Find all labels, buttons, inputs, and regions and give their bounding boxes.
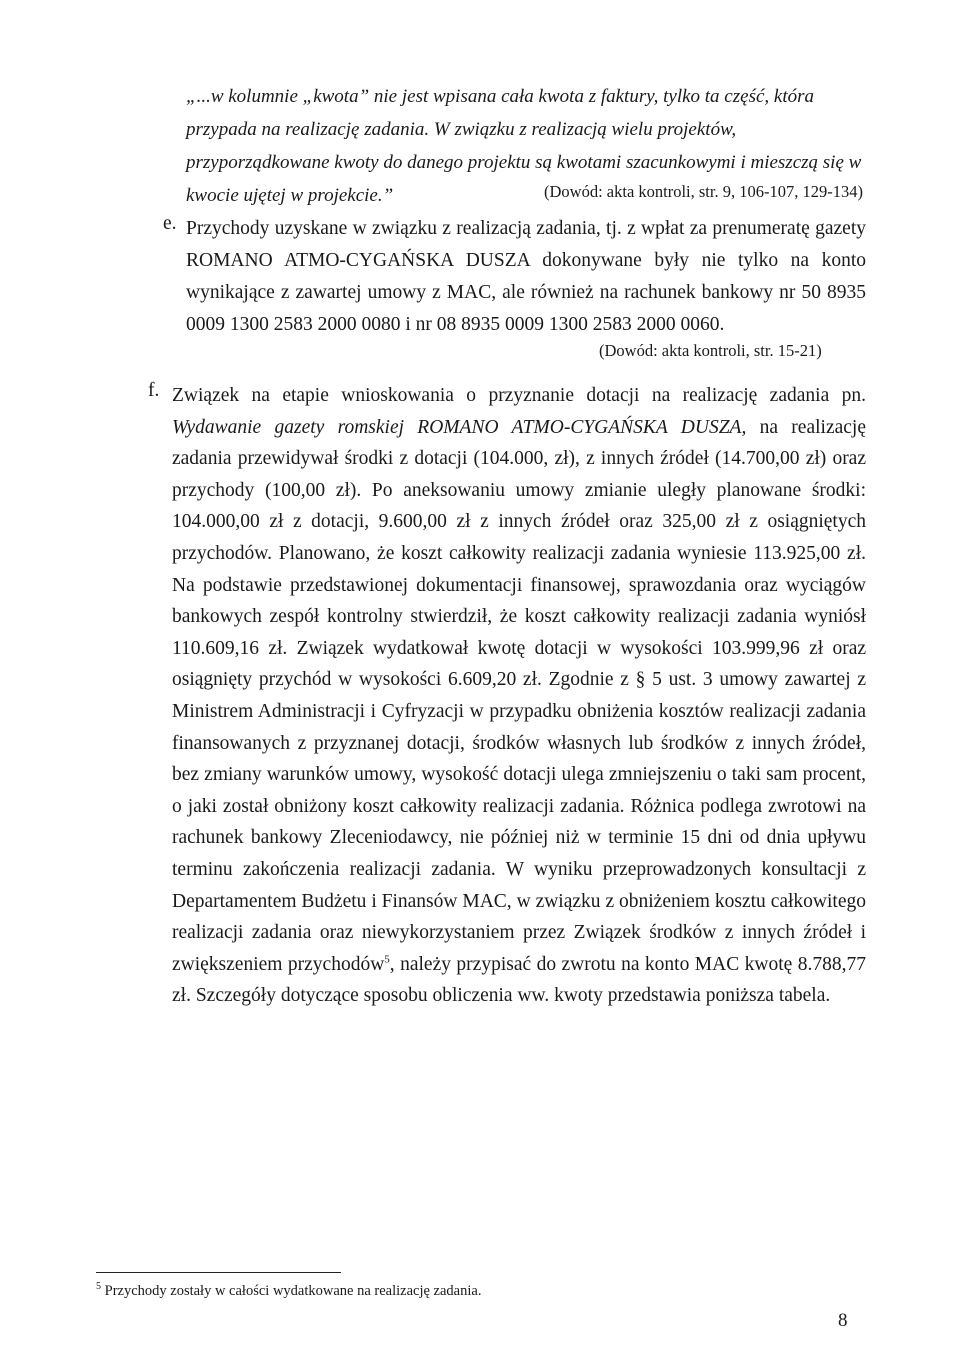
list-marker-f: f. <box>148 380 160 401</box>
list-item-e-text: Przychody uzyskane w związku z realizacją zadania, tj. z wpłat za prenumeratę gazety ROMANO ATMO-CYGAŃSKA DUSZA dokonywane były nie tylko na konto wynikające z zawartej umowy z MAC, ale również na rachunek bankowy nr 50 8935 0009 1300 2583 2000 0080 i nr 08 8935 0009 1300 2583 2000 0060. <box>186 218 866 335</box>
quoted-explanation: „...w kolumnie „kwota” nie jest wpisana cała kwota z faktury, tylko ta część, która przypada na realizację zadania. W związku z realizacją wielu projektów, przyporządkowane kwoty do danego projektu są kwotami szacunkowymi i mieszczą się w kwocie ujętej w projekcie.” <box>186 86 862 206</box>
publication-title: Wydawanie gazety romskiej ROMANO ATMO-CYGAŃSKA DUSZA, <box>172 416 747 438</box>
item-f-body: na realizację zadania przewidywał środki z dotacji (104.000, zł), z innych źródeł (14.700,00 zł) oraz przychody (100,00 zł). Po aneksowaniu umowy zmianie uległy planowane środki: 104.000,00 zł z dotacji, 9.600,00 zł z innych źródeł oraz 325,00 zł z osiągniętych przychodów. Planowano, że koszt całkowity realizacji zadania wyniesie 113.925,00 zł. Na podstawie przedstawionej dokumentacji finansowej, sprawozdania oraz wyciągów bankowych zespół kontrolny stwierdził, że koszt całkowity realizacji zadania wyniósł 110.609,16 zł. Związek wydatkował kwotę dotacji w wysokości 103.999,96 zł oraz osiągnięty przychód w wysokości 6.609,20 zł. Zgodnie z § 5 ust. 3 umowy zawartej z Ministrem Administracji i Cyfryzacji w przypadku obniżenia kosztów realizacji zadania finansowanych z przyznanej dotacji, środków własnych lub środków z innych źródeł, bez zmiany warunków umowy, wysokość dotacji ulega zmniejszeniu o taki sam procent, o jaki został obniżony koszt całkowity realizacji zadania. Różnica podlega zwrotowi na rachunek bankowy Zleceniodawcy, nie później niż w terminie 15 dni od dnia upływu terminu zakończenia realizacji zadania. W wyniku przeprowadzonych konsultacji z Departamentem Budżetu i Finansów MAC, w związku z obniżeniem kosztu całkowitego realizacji zadania oraz niewykorzystaniem przez Związek środków z innych źródeł i zwiększeniem przychodów <box>172 416 866 975</box>
page-number: 8 <box>838 1310 848 1331</box>
evidence-reference-e: (Dowód: akta kontroli, str. 15-21) <box>599 341 822 360</box>
footnote-text: Przychody zostały w całości wydatkowane na realizację zadania. <box>101 1283 482 1299</box>
footnote-reference: 5 <box>384 953 390 966</box>
item-f-lead: Związek na etapie wnioskowania o przyznanie dotacji na realizację zadania pn. <box>172 385 866 406</box>
footnote <box>96 1283 481 1300</box>
list-item-f-text <box>172 380 866 1012</box>
footnote-separator <box>96 1272 341 1273</box>
evidence-reference-quote: (Dowód: akta kontroli, str. 9, 106-107, 129-134) <box>544 182 863 201</box>
footnote-number: 5 <box>96 1281 101 1293</box>
item-f-tail: , należy przypisać do zwrotu na konto MAC kwotę 8.788,77 zł. Szczegóły dotyczące sposobu obliczenia ww. kwoty przedstawia poniższa tabela. <box>172 953 866 1007</box>
list-marker-e: e. <box>163 213 177 234</box>
